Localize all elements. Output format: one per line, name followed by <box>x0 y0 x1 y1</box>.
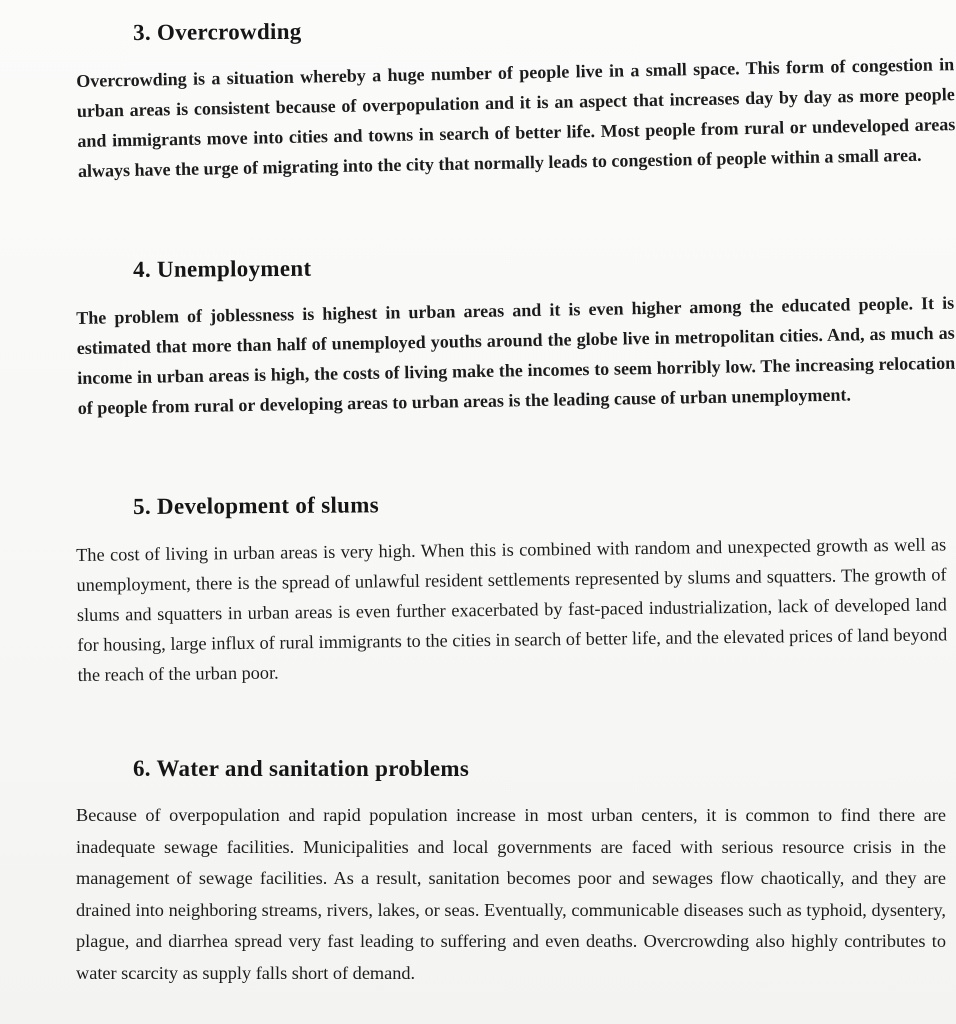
section-body-overcrowding: Overcrowding is a situation whereby a huge number of people live in a small space. This form of congestion in urban areas is consistent because of overpopulation and it is an aspect that increases day by day as more people and immigrants move into cities and towns in search of better life. Most people from rural or undeveloped areas always have the urge of migrating into the city that normally leads to congestion of people within a small area. <box>76 54 956 181</box>
section-heading-unemployment: 4. Unemployment <box>133 255 312 282</box>
section-body-unemployment: The problem of joblessness is highest in urban areas and it is even higher among the educated people. It is estimated that more than half of unemployed youths around the globe live in metropolitan cities. And, as much as income in urban areas is high, the costs of living make the incomes to seem horribly low. The increasing relocation of people from rural or developing areas to urban areas is the leading cause of urban unemployment. <box>76 292 956 418</box>
section-body-water-sanitation: Because of overpopulation and rapid population increase in most urban centers, it is common to find there are inadequate sewage facilities. Municipalities and local governments are faced with serious resource crisis in the management of sewage facilities. As a result, sanitation becomes poor and sewages flow chaotically, and they are drained into neighboring streams, rivers, lakes, or seas. Eventually, communicable diseases such as typhoid, dysentery, plague, and diarrhea spread very fast leading to suffering and even deaths. Overcrowding also highly contributes to water scarcity as supply falls short of demand. <box>76 805 946 983</box>
section-heading-overcrowding: 3. Overcrowding <box>133 18 302 45</box>
section-heading-water-sanitation: 6. Water and sanitation problems <box>133 756 470 781</box>
section-heading-slums: 5. Development of slums <box>133 492 379 519</box>
section-body-slums: The cost of living in urban areas is very high. When this is combined with random and unexpected growth as well as unemployment, there is the spread of unlawful resident settlements represented by slums and squatters. The growth of slums and squatters in urban areas is even further exacerbated by fast-paced industrialization, lack of developed land for housing, large influx of rural immigrants to the cities in search of better life, and the elevated prices of land beyond the reach of the urban poor. <box>76 534 948 685</box>
